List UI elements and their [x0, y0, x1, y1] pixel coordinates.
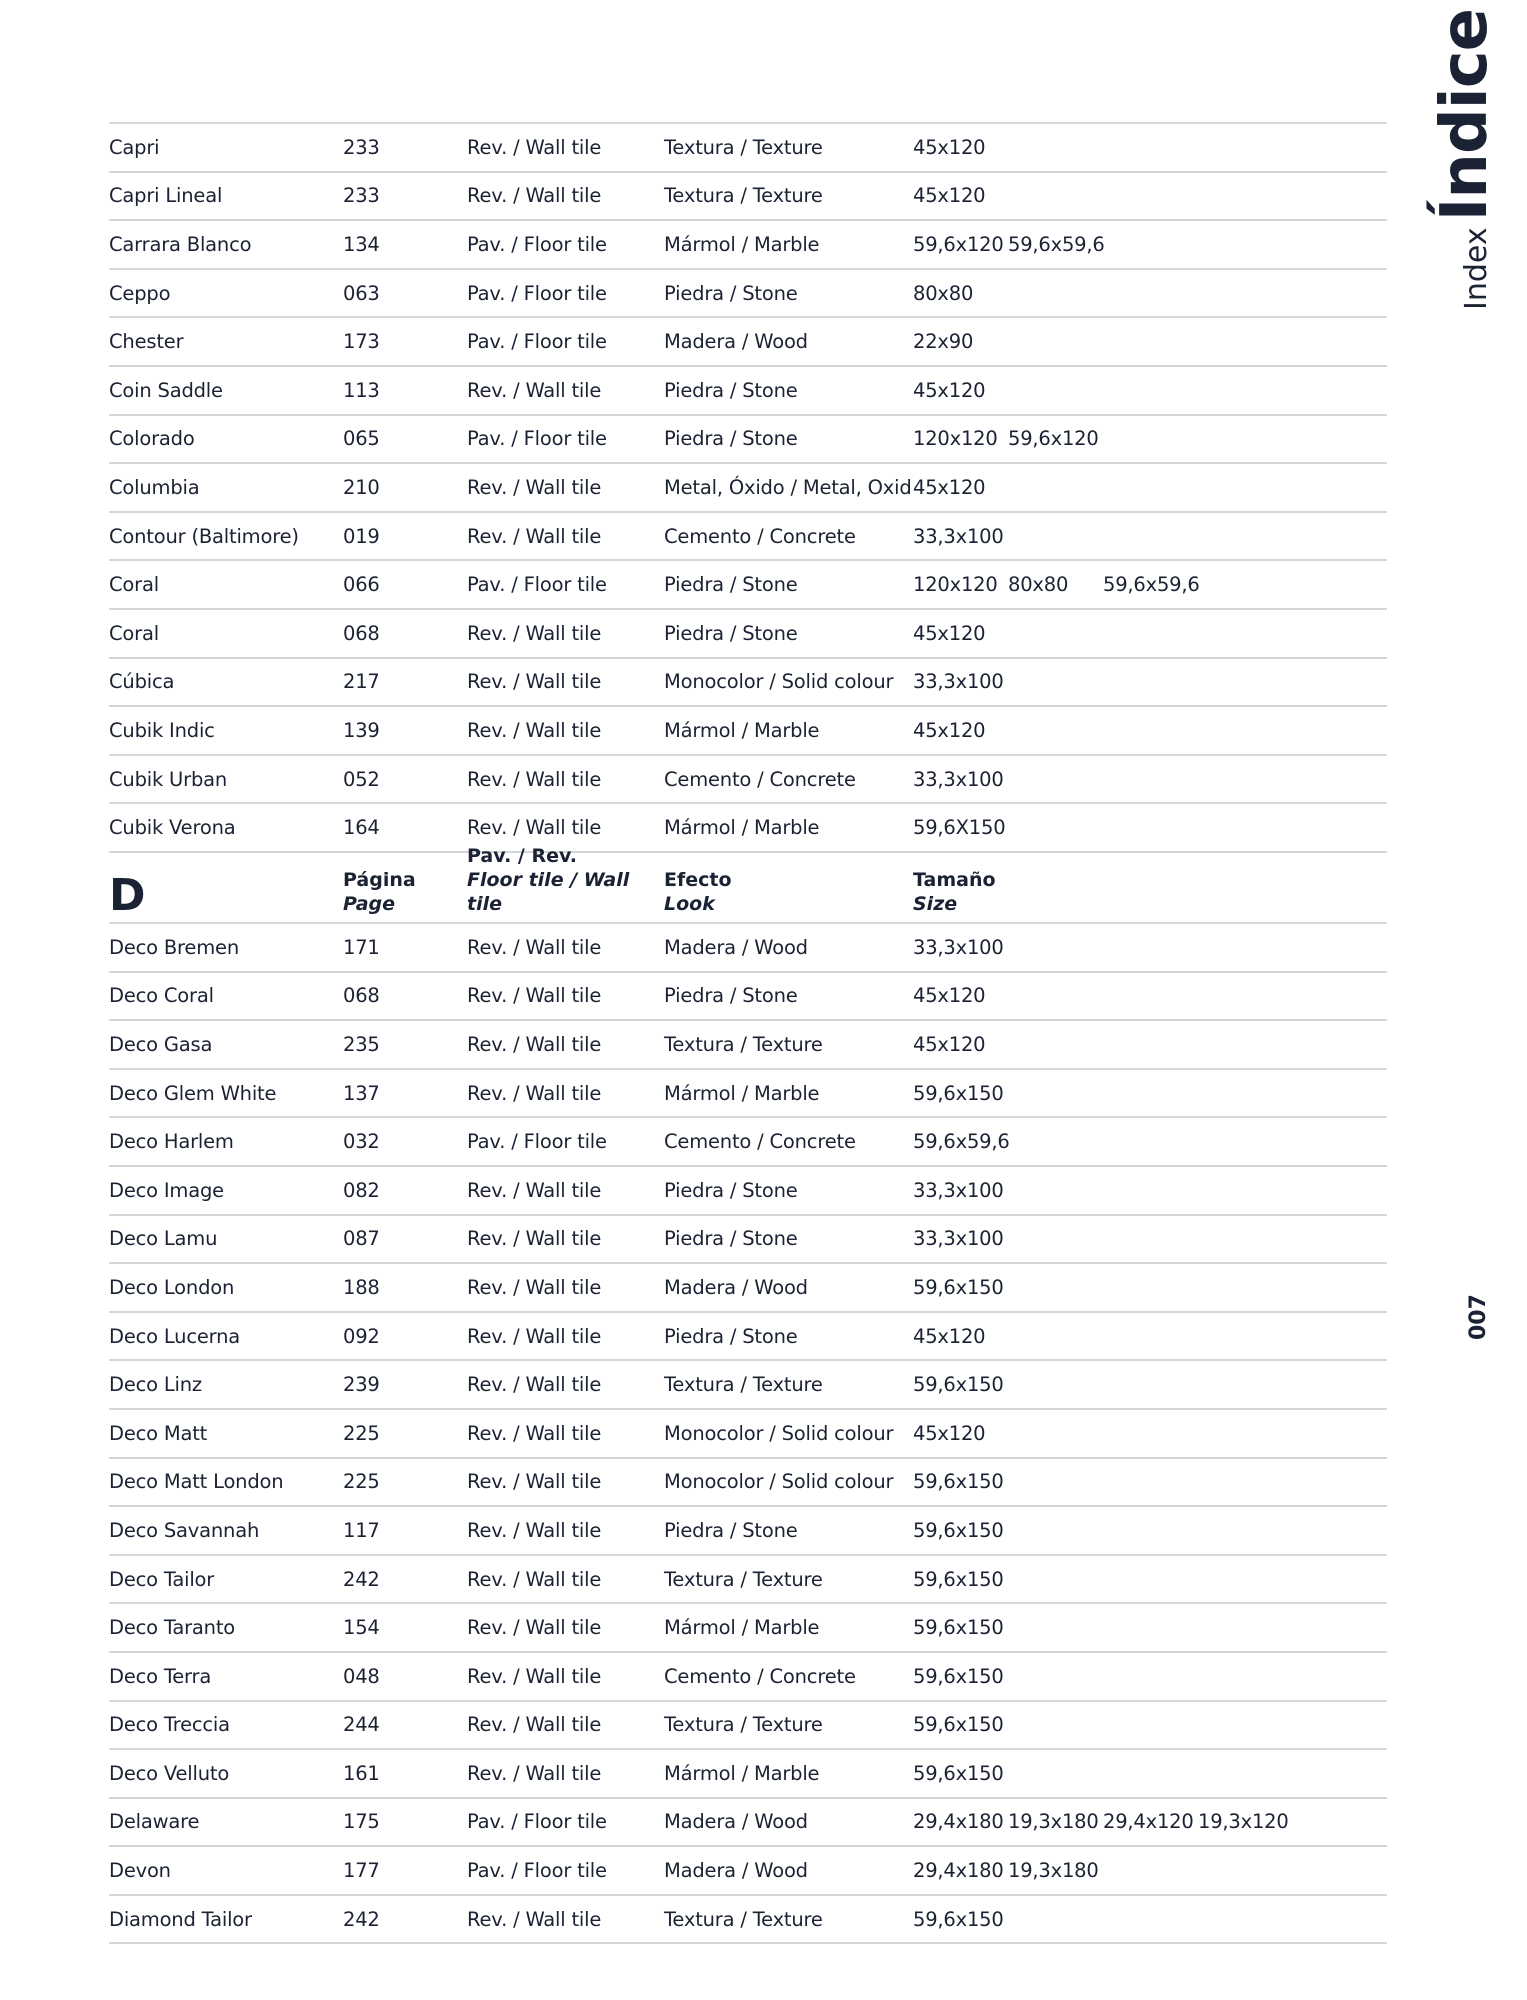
side-title — [1428, 8, 1502, 310]
page-ref: 117 — [343, 1518, 380, 1542]
header-type-en: Floor tile / Wall tile — [467, 869, 630, 915]
look-effect: Madera / Wood — [664, 1810, 808, 1834]
tile-type: Pav. / Floor tile — [467, 427, 607, 451]
product-name: Coral — [109, 573, 159, 597]
look-effect: Textura / Texture — [664, 1373, 823, 1397]
header-look-en: Look — [664, 893, 715, 915]
page-ref: 171 — [343, 935, 380, 959]
tile-type: Rev. / Wall tile — [467, 1761, 602, 1785]
table-row — [109, 1459, 1387, 1508]
table-row — [109, 1702, 1387, 1751]
sizes — [913, 525, 1008, 548]
tile-type: Rev. / Wall tile — [467, 1373, 602, 1397]
look-effect: Piedra / Stone — [664, 621, 798, 645]
size-value: 59,6x150 — [913, 1664, 1004, 1688]
tile-type: Rev. / Wall tile — [467, 378, 602, 402]
tile-type: Rev. / Wall tile — [467, 1081, 602, 1105]
page-ref: 092 — [343, 1324, 380, 1348]
page-ref: 134 — [343, 232, 380, 256]
size-value: 29,4x180 — [913, 1859, 1004, 1883]
table-row — [109, 513, 1387, 562]
sizes — [913, 1616, 1008, 1639]
header-size-es: Tamaño — [913, 869, 996, 891]
table-row — [109, 416, 1387, 465]
table-row — [109, 122, 1387, 173]
size-value: 33,3x100 — [913, 1227, 1004, 1251]
sizes — [913, 1373, 1008, 1396]
product-name: Deco Treccia — [109, 1713, 230, 1737]
product-name: Deco London — [109, 1275, 235, 1299]
product-name: Carrara Blanco — [109, 232, 252, 256]
tile-type: Rev. / Wall tile — [467, 1227, 602, 1251]
product-name: Cubik Indic — [109, 718, 215, 742]
table-row — [109, 1799, 1387, 1848]
sizes — [913, 816, 1008, 839]
product-name: Deco Coral — [109, 984, 214, 1008]
table-row — [109, 1507, 1387, 1556]
product-name: Coral — [109, 621, 159, 645]
product-name: Cubik Urban — [109, 767, 228, 791]
table-row — [109, 1604, 1387, 1653]
table-row — [109, 1118, 1387, 1167]
page-ref: 233 — [343, 184, 380, 208]
size-value: 59,6x150 — [913, 1275, 1004, 1299]
size-value: 33,3x100 — [913, 935, 1004, 959]
tile-type: Pav. / Floor tile — [467, 1810, 607, 1834]
tile-type: Rev. / Wall tile — [467, 1664, 602, 1688]
tile-type: Rev. / Wall tile — [467, 1518, 602, 1542]
table-row — [109, 1847, 1387, 1896]
product-name: Deco Tailor — [109, 1567, 215, 1591]
sizes — [913, 233, 1103, 256]
product-name: Deco Bremen — [109, 935, 239, 959]
look-effect: Mármol / Marble — [664, 1761, 820, 1785]
size-value: 59,6x150 — [913, 1518, 1004, 1542]
size-value: 33,3x100 — [913, 670, 1004, 694]
look-effect: Textura / Texture — [664, 1032, 823, 1056]
sizes — [913, 184, 1008, 207]
page-ref: 139 — [343, 718, 380, 742]
product-name: Deco Savannah — [109, 1518, 260, 1542]
size-value: 59,6X150 — [913, 816, 1006, 840]
size-value: 59,6x120 — [913, 232, 1004, 256]
table-row — [109, 221, 1387, 270]
look-effect: Madera / Wood — [664, 935, 808, 959]
table-row — [109, 804, 1387, 853]
page-ref: 087 — [343, 1227, 380, 1251]
page-ref: 068 — [343, 621, 380, 645]
look-effect: Mármol / Marble — [664, 232, 820, 256]
look-effect: Monocolor / Solid colour — [664, 1470, 894, 1494]
look-effect: Textura / Texture — [664, 1567, 823, 1591]
look-effect: Textura / Texture — [664, 1907, 823, 1931]
look-effect: Madera / Wood — [664, 1275, 808, 1299]
table-row — [109, 1361, 1387, 1410]
tile-type: Rev. / Wall tile — [467, 1275, 602, 1299]
size-value: 45x120 — [913, 1032, 986, 1056]
sizes — [913, 1130, 1008, 1153]
product-name: Deco Gasa — [109, 1032, 213, 1056]
table-row — [109, 1896, 1387, 1945]
look-effect: Piedra / Stone — [664, 1324, 798, 1348]
header-size — [913, 868, 996, 916]
tile-type: Rev. / Wall tile — [467, 935, 602, 959]
table-row — [109, 464, 1387, 513]
size-value: 45x120 — [913, 378, 986, 402]
product-name: Delaware — [109, 1810, 200, 1834]
page-ref: 235 — [343, 1032, 380, 1056]
table-row — [109, 1653, 1387, 1702]
sizes — [913, 622, 1008, 645]
size-value: 120x120 — [913, 427, 998, 451]
sizes — [913, 1665, 1008, 1688]
product-name: Deco Lucerna — [109, 1324, 241, 1348]
tile-type: Pav. / Floor tile — [467, 573, 607, 597]
product-name: Columbia — [109, 475, 200, 499]
page-ref: 065 — [343, 427, 380, 451]
look-effect: Mármol / Marble — [664, 1616, 820, 1640]
sizes — [913, 476, 1008, 499]
page-ref: 066 — [343, 573, 380, 597]
sizes — [913, 1033, 1008, 1056]
page-ref: 052 — [343, 767, 380, 791]
page-ref: 177 — [343, 1859, 380, 1883]
tile-type: Rev. / Wall tile — [467, 475, 602, 499]
page-number — [1466, 1296, 1494, 1340]
look-effect: Piedra / Stone — [664, 573, 798, 597]
look-effect: Monocolor / Solid colour — [664, 670, 894, 694]
look-effect: Cemento / Concrete — [664, 767, 856, 791]
product-name: Capri — [109, 135, 160, 159]
page-ref: 188 — [343, 1275, 380, 1299]
sizes — [913, 427, 1103, 450]
size-value: 19,3x120 — [1198, 1810, 1289, 1834]
tile-type: Rev. / Wall tile — [467, 135, 602, 159]
page-ref: 242 — [343, 1567, 380, 1591]
table-row — [109, 659, 1387, 708]
look-effect: Madera / Wood — [664, 1859, 808, 1883]
look-effect: Madera / Wood — [664, 330, 808, 354]
page-ref: 082 — [343, 1178, 380, 1202]
product-name: Capri Lineal — [109, 184, 223, 208]
sizes — [913, 1422, 1008, 1445]
index-table-c — [109, 122, 1387, 853]
look-effect: Piedra / Stone — [664, 1178, 798, 1202]
look-effect: Piedra / Stone — [664, 427, 798, 451]
size-value: 22x90 — [913, 330, 974, 354]
sizes — [913, 136, 1008, 159]
table-row — [109, 1216, 1387, 1265]
page-ref: 225 — [343, 1470, 380, 1494]
header-size-en: Size — [913, 893, 958, 915]
sizes — [913, 1082, 1008, 1105]
page-ref: 225 — [343, 1421, 380, 1445]
index-table-d — [109, 845, 1387, 1944]
look-effect: Mármol / Marble — [664, 718, 820, 742]
product-name: Deco Taranto — [109, 1616, 235, 1640]
product-name: Deco Matt London — [109, 1470, 284, 1494]
tile-type: Rev. / Wall tile — [467, 767, 602, 791]
size-value: 120x120 — [913, 573, 998, 597]
page-ref: 233 — [343, 135, 380, 159]
page-ref: 173 — [343, 330, 380, 354]
size-value: 59,6x150 — [913, 1907, 1004, 1931]
product-name: Deco Terra — [109, 1664, 212, 1688]
size-value: 59,6x150 — [913, 1713, 1004, 1737]
look-effect: Monocolor / Solid colour — [664, 1421, 894, 1445]
page-ref: 154 — [343, 1616, 380, 1640]
product-name: Ceppo — [109, 281, 171, 305]
tile-type: Rev. / Wall tile — [467, 1616, 602, 1640]
look-effect: Metal, Óxido / Metal, Oxid — [664, 475, 912, 499]
product-name: Colorado — [109, 427, 195, 451]
look-effect: Piedra / Stone — [664, 281, 798, 305]
sizes — [913, 1276, 1008, 1299]
table-row — [109, 924, 1387, 973]
header-page-en: Page — [343, 893, 396, 915]
table-row — [109, 973, 1387, 1022]
table-header — [109, 845, 1387, 924]
look-effect: Cemento / Concrete — [664, 524, 856, 548]
sizes — [913, 1908, 1008, 1931]
size-value: 59,6x120 — [1008, 427, 1099, 451]
table-row — [109, 707, 1387, 756]
tile-type: Pav. / Floor tile — [467, 1859, 607, 1883]
page-ref: 032 — [343, 1130, 380, 1154]
look-effect: Piedra / Stone — [664, 378, 798, 402]
header-page-es: Página — [343, 869, 416, 891]
look-effect: Mármol / Marble — [664, 1081, 820, 1105]
size-value: 33,3x100 — [913, 767, 1004, 791]
tile-type: Rev. / Wall tile — [467, 1907, 602, 1931]
table-row — [109, 1556, 1387, 1605]
product-name: Chester — [109, 330, 184, 354]
size-value: 45x120 — [913, 718, 986, 742]
sizes — [913, 330, 1008, 353]
table-row — [109, 1070, 1387, 1119]
size-value: 33,3x100 — [913, 1178, 1004, 1202]
tile-type: Rev. / Wall tile — [467, 524, 602, 548]
size-value: 19,3x180 — [1008, 1810, 1099, 1834]
sizes — [913, 1762, 1008, 1785]
header-look — [664, 868, 913, 916]
table-row — [109, 1750, 1387, 1799]
sizes — [913, 936, 1008, 959]
page-ref: 063 — [343, 281, 380, 305]
look-effect: Textura / Texture — [664, 135, 823, 159]
size-value: 45x120 — [913, 135, 986, 159]
page-ref: 068 — [343, 984, 380, 1008]
tile-type: Rev. / Wall tile — [467, 184, 602, 208]
sizes — [913, 1713, 1008, 1736]
sizes — [913, 573, 1198, 596]
size-value: 45x120 — [913, 1421, 986, 1445]
look-effect: Textura / Texture — [664, 1713, 823, 1737]
size-value: 59,6x150 — [913, 1616, 1004, 1640]
page-ref: 164 — [343, 816, 380, 840]
tile-type: Pav. / Floor tile — [467, 281, 607, 305]
size-value: 80x80 — [913, 281, 974, 305]
product-name: Deco Lamu — [109, 1227, 218, 1251]
table-row — [109, 1410, 1387, 1459]
header-page — [343, 868, 467, 916]
table-row — [109, 1167, 1387, 1216]
index-label: Index — [1459, 227, 1494, 310]
header-type — [467, 844, 664, 916]
size-value: 45x120 — [913, 621, 986, 645]
product-name: Diamond Tailor — [109, 1907, 252, 1931]
tile-type: Rev. / Wall tile — [467, 816, 602, 840]
sizes — [913, 984, 1008, 1007]
sizes — [913, 1325, 1008, 1348]
size-value: 59,6x150 — [913, 1081, 1004, 1105]
product-name: Deco Velluto — [109, 1761, 230, 1785]
look-effect: Cemento / Concrete — [664, 1130, 856, 1154]
page-ref: 239 — [343, 1373, 380, 1397]
tile-type: Rev. / Wall tile — [467, 1421, 602, 1445]
page-ref: 161 — [343, 1761, 380, 1785]
tile-type: Rev. / Wall tile — [467, 1470, 602, 1494]
page-ref: 113 — [343, 378, 380, 402]
sizes — [913, 282, 1008, 305]
tile-type: Pav. / Floor tile — [467, 1130, 607, 1154]
page-ref: 175 — [343, 1810, 380, 1834]
table-row — [109, 756, 1387, 805]
product-name: Coin Saddle — [109, 378, 223, 402]
sizes — [913, 1179, 1008, 1202]
table-row — [109, 1021, 1387, 1070]
sizes — [913, 670, 1008, 693]
table-row — [109, 270, 1387, 319]
size-value: 59,6x59,6 — [1008, 232, 1105, 256]
table-row — [109, 1313, 1387, 1362]
page-number-text: 007 — [1466, 1294, 1491, 1340]
size-value: 29,4x180 — [913, 1810, 1004, 1834]
product-name: Deco Matt — [109, 1421, 208, 1445]
product-name: Deco Linz — [109, 1373, 202, 1397]
product-name: Contour (Baltimore) — [109, 524, 299, 548]
product-name: Deco Image — [109, 1178, 224, 1202]
tile-type: Rev. / Wall tile — [467, 1324, 602, 1348]
tile-type: Pav. / Floor tile — [467, 330, 607, 354]
sizes — [913, 1470, 1008, 1493]
table-row — [109, 1264, 1387, 1313]
size-value: 59,6x150 — [913, 1567, 1004, 1591]
tile-type: Rev. / Wall tile — [467, 621, 602, 645]
header-type-es: Pav. / Rev. — [467, 845, 578, 867]
table-row — [109, 318, 1387, 367]
tile-type: Rev. / Wall tile — [467, 1713, 602, 1737]
look-effect: Piedra / Stone — [664, 984, 798, 1008]
size-value: 29,4x120 — [1103, 1810, 1194, 1834]
size-value: 45x120 — [913, 1324, 986, 1348]
table-row — [109, 173, 1387, 222]
look-effect: Mármol / Marble — [664, 816, 820, 840]
look-effect: Piedra / Stone — [664, 1227, 798, 1251]
size-value: 19,3x180 — [1008, 1859, 1099, 1883]
page-ref: 244 — [343, 1713, 380, 1737]
look-effect: Cemento / Concrete — [664, 1664, 856, 1688]
page-ref: 217 — [343, 670, 380, 694]
tile-type: Pav. / Floor tile — [467, 232, 607, 256]
tile-type: Rev. / Wall tile — [467, 670, 602, 694]
table-row — [109, 367, 1387, 416]
size-value: 59,6x150 — [913, 1470, 1004, 1494]
indice-title: Índice — [1428, 8, 1502, 222]
size-value: 59,6x150 — [913, 1373, 1004, 1397]
table-row — [109, 610, 1387, 659]
sizes — [913, 719, 1008, 742]
sizes — [913, 1568, 1008, 1591]
page-ref: 137 — [343, 1081, 380, 1105]
sizes — [913, 1227, 1008, 1250]
table-d-rows — [109, 924, 1387, 1944]
look-effect: Piedra / Stone — [664, 1518, 798, 1542]
sizes — [913, 1810, 1293, 1833]
size-value: 33,3x100 — [913, 524, 1004, 548]
size-value: 45x120 — [913, 984, 986, 1008]
size-value: 80x80 — [1008, 573, 1069, 597]
sizes — [913, 1519, 1008, 1542]
header-look-es: Efecto — [664, 869, 732, 891]
sizes — [913, 379, 1008, 402]
tile-type: Rev. / Wall tile — [467, 984, 602, 1008]
sizes — [913, 1859, 1103, 1882]
tile-type: Rev. / Wall tile — [467, 718, 602, 742]
size-value: 59,6x59,6 — [913, 1130, 1010, 1154]
size-value: 59,6x59,6 — [1103, 573, 1200, 597]
section-letter: D — [109, 870, 146, 921]
tile-type: Rev. / Wall tile — [467, 1178, 602, 1202]
page-ref: 048 — [343, 1664, 380, 1688]
tile-type: Rev. / Wall tile — [467, 1032, 602, 1056]
page-ref: 242 — [343, 1907, 380, 1931]
look-effect: Textura / Texture — [664, 184, 823, 208]
product-name: Deco Glem White — [109, 1081, 277, 1105]
tile-type: Rev. / Wall tile — [467, 1567, 602, 1591]
size-value: 45x120 — [913, 184, 986, 208]
product-name: Devon — [109, 1859, 171, 1883]
product-name: Cúbica — [109, 670, 175, 694]
product-name: Deco Harlem — [109, 1130, 234, 1154]
page-ref: 019 — [343, 524, 380, 548]
product-name: Cubik Verona — [109, 816, 236, 840]
page-ref: 210 — [343, 475, 380, 499]
table-row — [109, 561, 1387, 610]
sizes — [913, 768, 1008, 791]
size-value: 59,6x150 — [913, 1761, 1004, 1785]
size-value: 45x120 — [913, 475, 986, 499]
